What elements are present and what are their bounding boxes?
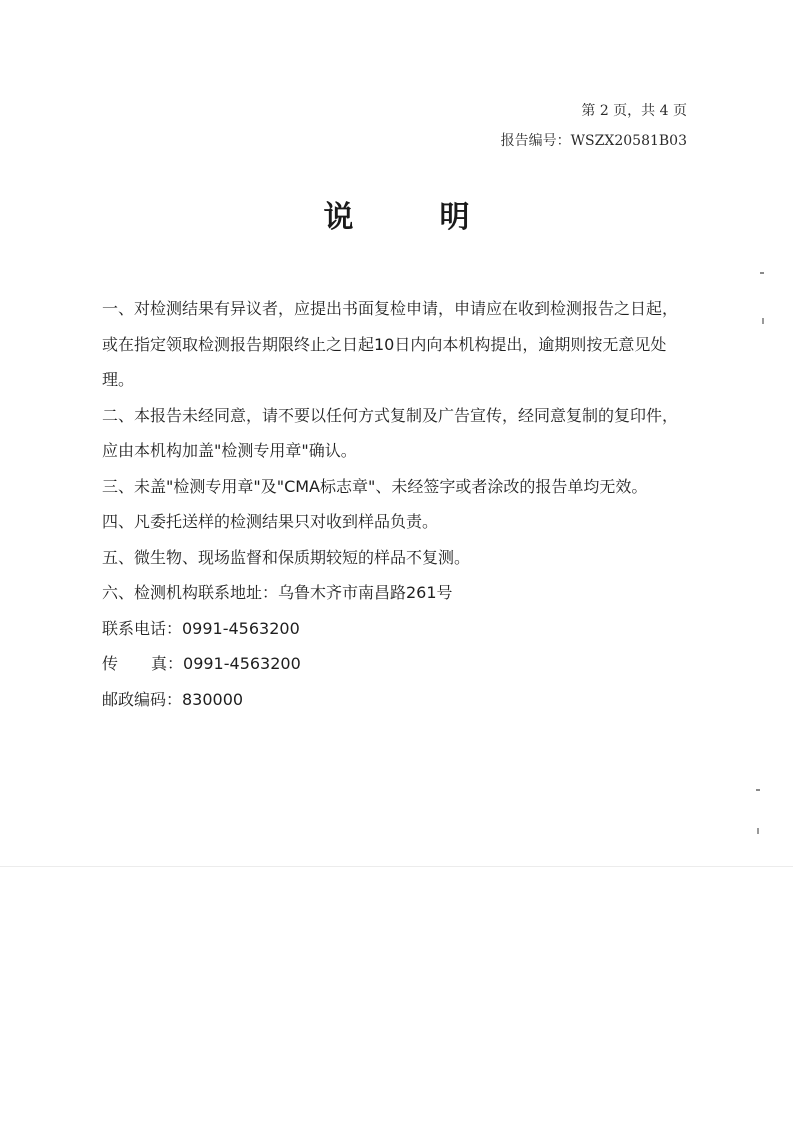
- title-char-1: 说: [323, 200, 354, 235]
- page-indicator: 第 2 页，共 4 页: [581, 103, 687, 119]
- clause-3: 三、未盖"检测专用章"及"CMA标志章"、未经签字或者涂改的报告单均无效。: [102, 476, 648, 496]
- notes-body: [102, 291, 682, 717]
- clause-2: 二、本报告未经同意，请不要以任何方式复制及广告宣传，经同意复制的复印件，应由本机构加盖"检测专用章"确认。: [102, 405, 679, 460]
- clause-1: 一、对检测结果有异议者，应提出书面复检申请，申请应在收到检测报告之日起，或在指定领取检测报告期限终止之日起10日内向本机构提出，逾期则按无意见处理。: [102, 299, 679, 389]
- scan-artifact-2: [762, 318, 764, 324]
- page-header: [501, 96, 687, 156]
- scan-artifact-1: [760, 272, 764, 274]
- title-char-2: 明: [439, 200, 470, 235]
- scan-artifact-3: [756, 789, 760, 791]
- clause-5: 五、微生物、现场监督和保质期较短的样品不复测。: [102, 547, 471, 567]
- report-number: 报告编号：WSZX20581B03: [500, 133, 687, 149]
- contact-postal: 邮政编码：830000: [102, 689, 244, 709]
- contact-phone: 联系电话：0991-4563200: [102, 618, 300, 638]
- scan-edge-line: [0, 866, 793, 867]
- scan-artifact-4: [757, 828, 759, 834]
- contact-fax: [102, 646, 682, 682]
- fax-label-first: 传: [102, 654, 119, 673]
- clause-4: 四、凡委托送样的检测结果只对收到样品负责。: [102, 512, 439, 531]
- document-title: [0, 192, 793, 236]
- fax-label-rest: 真：0991-4563200: [151, 654, 301, 673]
- clause-6-address: 六、检测机构联系地址：乌鲁木齐市南昌路261号: [102, 583, 453, 602]
